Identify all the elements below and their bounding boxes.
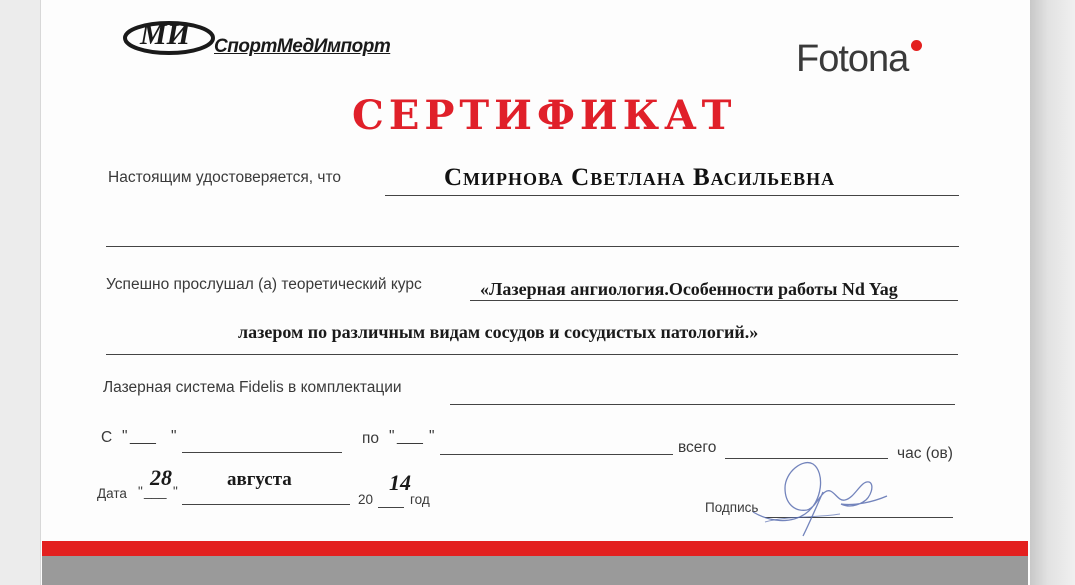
date-year-prefix: 20	[358, 492, 374, 507]
date-month-value: августа	[227, 469, 292, 490]
course-line-1	[470, 300, 958, 301]
period-from-quote-close: "	[171, 428, 177, 445]
period-hours-label: час (ов)	[897, 445, 953, 462]
period-from-quote-open: "	[122, 428, 128, 445]
period-to-quote-open: "	[389, 428, 395, 445]
bottom-red-band	[42, 541, 1028, 556]
certify-name-line	[385, 195, 959, 196]
bottom-grey-band	[42, 556, 1028, 585]
date-day-blank: ___	[144, 484, 167, 499]
date-year-value: 14	[389, 470, 411, 495]
course-line-2	[106, 354, 958, 355]
fotona-logo-text: Fotona	[796, 38, 909, 80]
sportmedimport-logo	[122, 14, 391, 62]
certify-label: Настоящим удостоверяется, что	[108, 169, 341, 186]
signature-scribble	[745, 452, 895, 542]
period-from-label: С	[101, 429, 113, 446]
date-day-value: 28	[150, 465, 172, 490]
date-month-line	[182, 504, 350, 505]
period-from-month-line	[182, 452, 342, 453]
period-to-label: по	[362, 430, 380, 447]
scan-left-edge	[0, 0, 41, 585]
date-day-quote-open: "	[138, 484, 143, 499]
laser-system-label: Лазерная система Fidelis в комплектации	[103, 379, 402, 396]
date-year-label: год	[410, 492, 430, 507]
laser-system-line	[450, 404, 955, 405]
fotona-logo	[796, 38, 936, 88]
date-year-line	[378, 507, 404, 508]
certificate-title: СЕРТИФИКАТ	[352, 92, 737, 139]
period-to-month-line	[440, 454, 673, 455]
period-to-blank: ___	[397, 428, 423, 445]
certify-second-line	[106, 246, 959, 247]
date-label: Дата	[97, 486, 127, 501]
signature-label: Подпись	[705, 500, 759, 515]
period-to-quote-close: "	[429, 428, 435, 445]
course-label: Успешно прослушал (а) теоретический курс	[106, 276, 422, 293]
period-total-label: всего	[678, 439, 717, 456]
scan-right-edge	[1030, 0, 1075, 585]
course-title-line-2: лазером по различным видам сосудов и сосудистых патологий.»	[238, 322, 759, 342]
period-from-blank: ___	[130, 428, 156, 445]
sportmedimport-logo-letters: МИ	[140, 18, 191, 51]
date-day-quote-close: "	[173, 484, 178, 499]
sportmedimport-logo-text: СпортМедИмпорт	[214, 36, 391, 57]
fotona-logo-dot	[911, 40, 922, 51]
recipient-name: Смирнова Светлана Васильевна	[444, 164, 836, 191]
course-title-line-1: «Лазерная ангиология.Особенности работы Nd Yag	[480, 279, 898, 299]
